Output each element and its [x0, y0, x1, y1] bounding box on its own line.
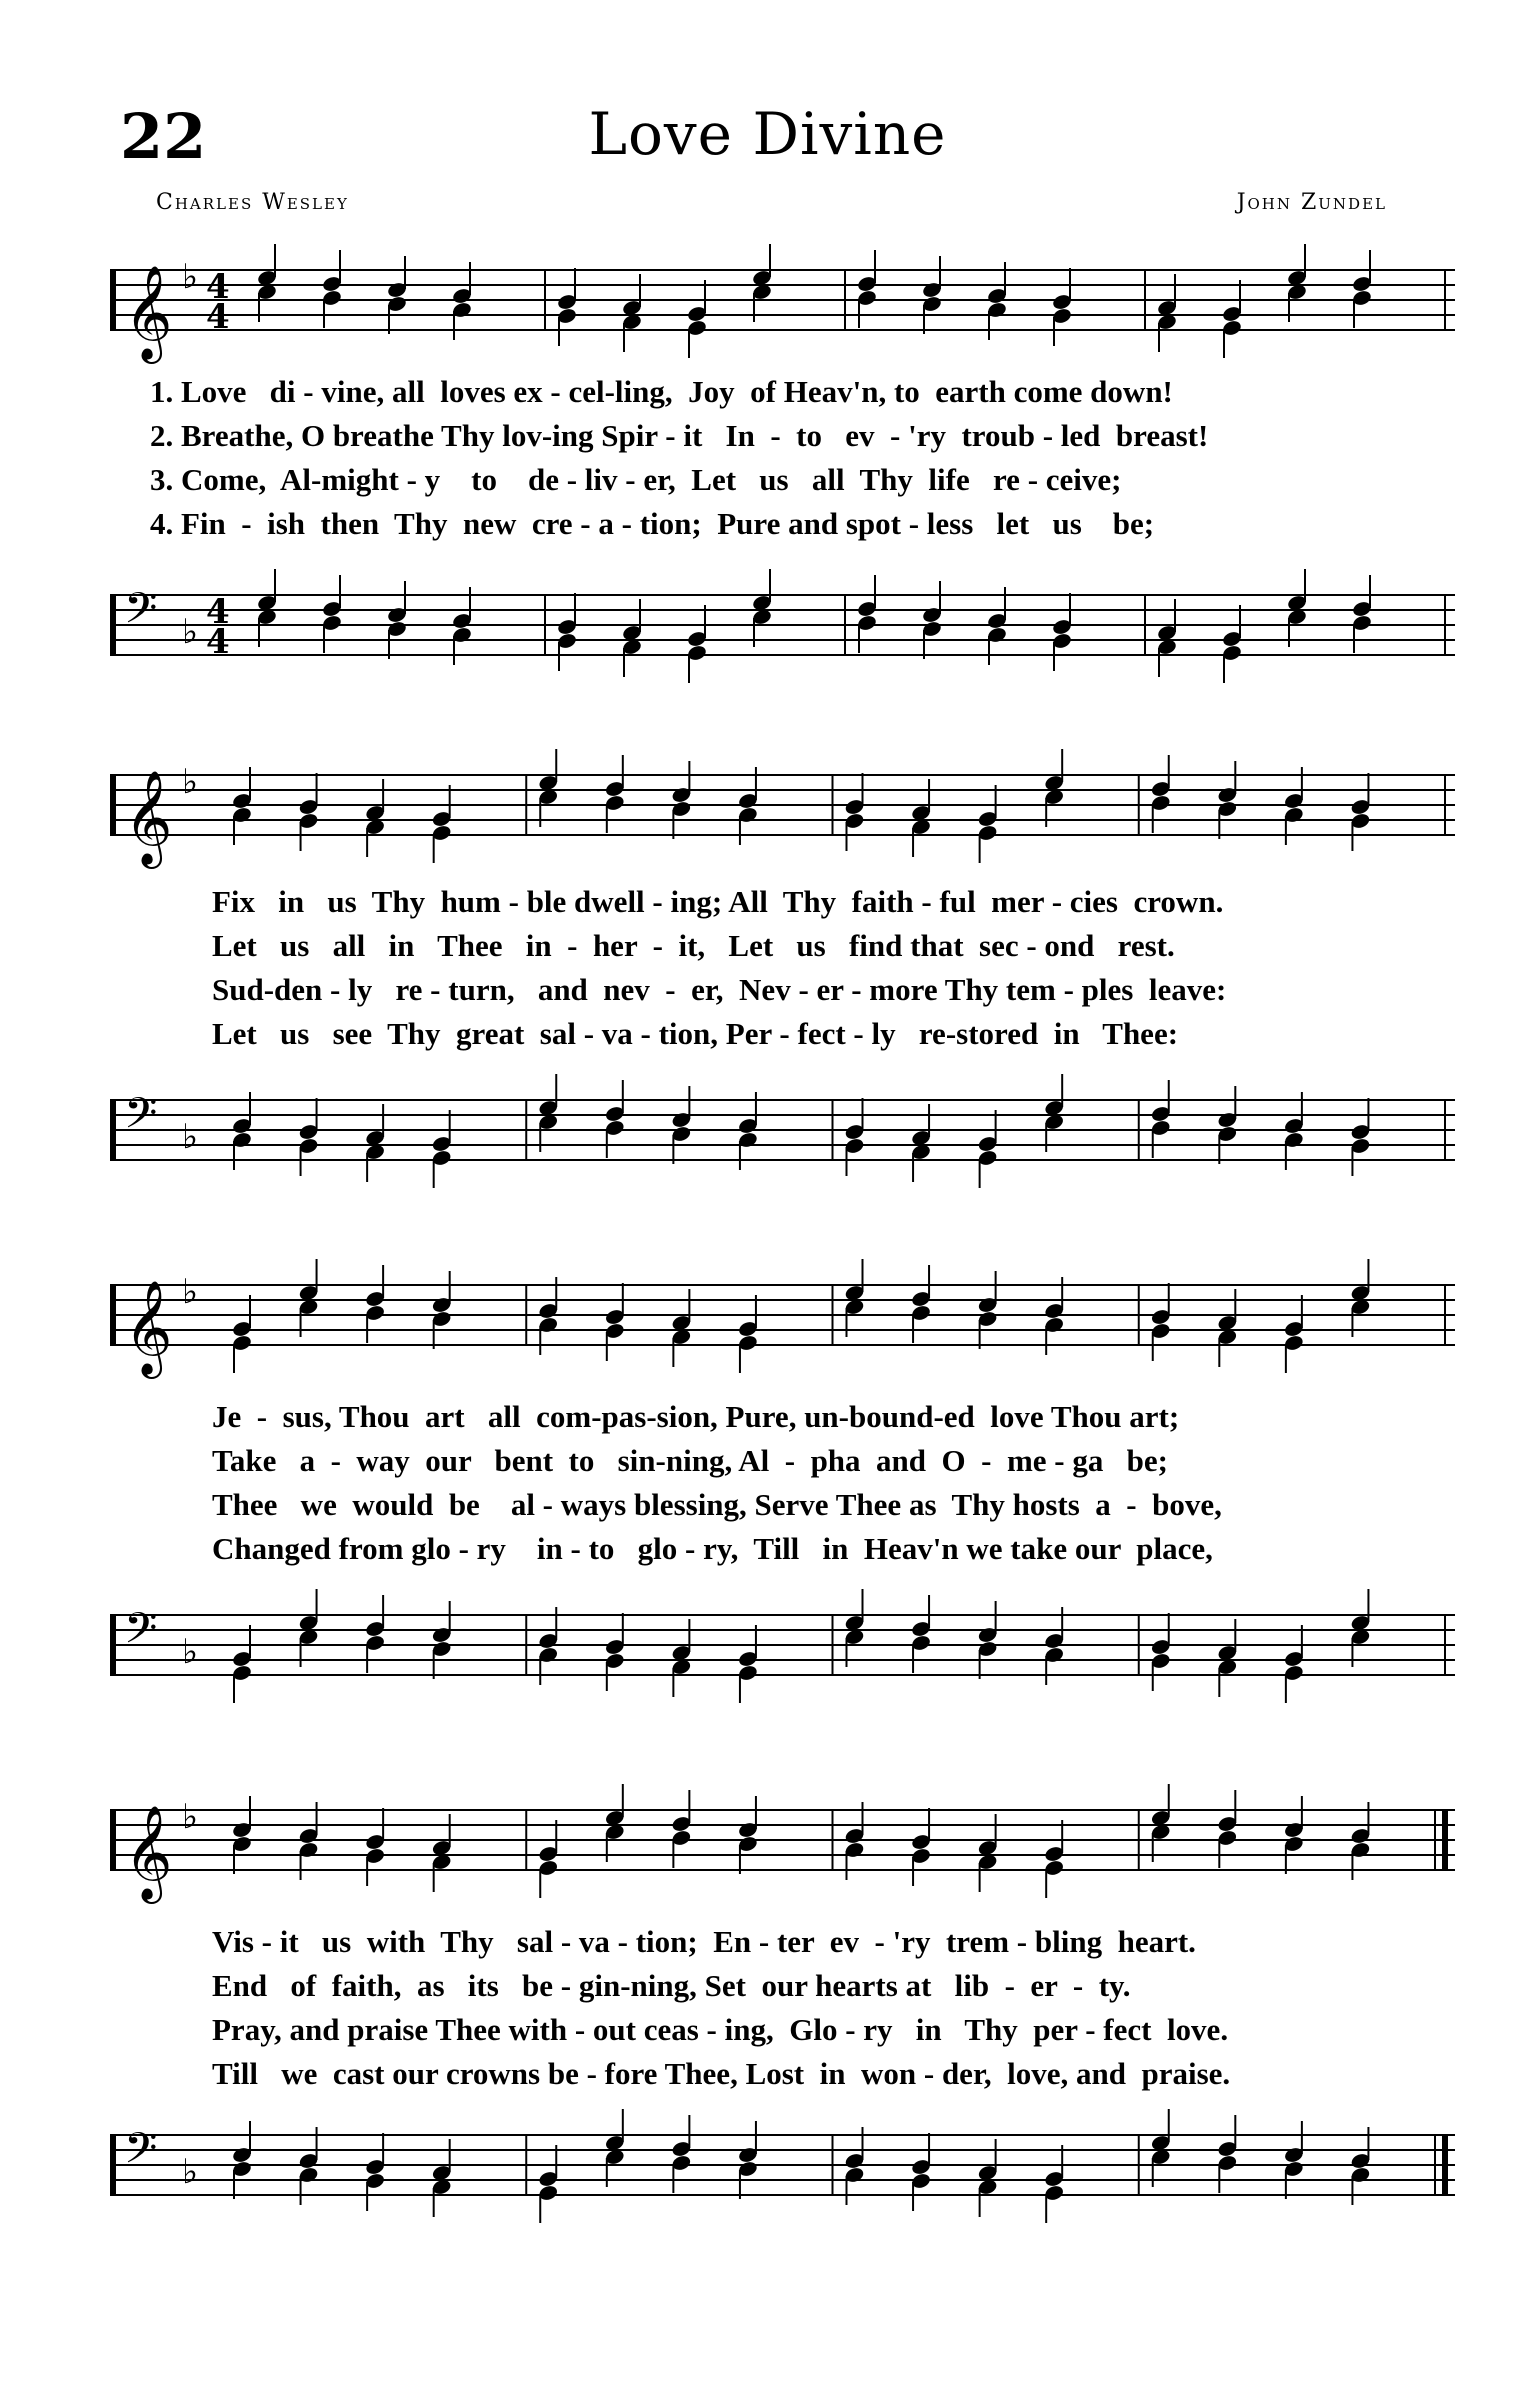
lyric-line: Till we cast our crowns be - fore Thee, Lost in won - der, love, and praise. [212, 2056, 1231, 2091]
lyric-line: Pray, and praise Thee with - out ceas - ing, Glo - ry in Thy per - fect love. [212, 2012, 1229, 2047]
treble-staff [110, 250, 1455, 360]
bass-staff [110, 575, 1455, 685]
flat-icon: ♭ [182, 1632, 199, 1672]
flat-icon: ♭ [182, 612, 199, 652]
bass-staff [110, 2115, 1455, 2225]
lyrics-block [150, 1920, 1450, 2096]
lyrics-block [150, 880, 1450, 1056]
lyric-line: Let us see Thy great sal - va - tion, Per - fect - ly re-stored in Thee: [212, 1016, 1179, 1051]
author-credit: Charles Wesley [156, 190, 349, 215]
flat-icon: ♭ [182, 1797, 199, 1837]
bass-clef-icon: 𝄢 [124, 2124, 158, 2184]
lyrics-block [150, 370, 1450, 546]
lyric-line: End of faith, as its be - gin-ning, Set our hearts at lib - er - ty. [212, 1968, 1131, 2003]
flat-icon: ♭ [182, 1117, 199, 1157]
bass-clef-icon: 𝄢 [124, 584, 158, 644]
lyric-line: 1. Love di - vine, all loves ex - cel-ling, Joy of Heav'n, to earth come down! [150, 374, 1173, 409]
lyric-line: 4. Fin - ish then Thy new cre - a - tion; Pure and spot - less let us be; [150, 506, 1155, 541]
hymn-title: Love Divine [588, 100, 947, 168]
treble-clef-icon: 𝄞 [124, 265, 173, 360]
composer-credit: John Zundel [1236, 190, 1387, 215]
treble-clef-icon: 𝄞 [124, 1280, 173, 1375]
treble-staff [110, 1265, 1455, 1375]
bass-staff [110, 1595, 1455, 1705]
time-signature: 4 [206, 592, 230, 632]
time-signature: 4 [206, 297, 230, 337]
bass-clef-icon: 𝄢 [124, 1089, 158, 1149]
lyric-line: 3. Come, Al-might - y to de - liv - er, Let us all Thy life re - ceive; [150, 462, 1122, 497]
lyric-line: Let us all in Thee in - her - it, Let us find that sec - ond rest. [212, 928, 1175, 963]
lyric-line: Fix in us Thy hum - ble dwell - ing; All Thy faith - ful mer - cies crown. [212, 884, 1224, 919]
lyric-line: Take a - way our bent to sin-ning, Al - pha and O - me - ga be; [212, 1443, 1168, 1478]
lyric-line: Vis - it us with Thy sal - va - tion; En - ter ev - 'ry trem - bling heart. [212, 1924, 1196, 1959]
bass-clef-icon: 𝄢 [124, 1604, 158, 1664]
lyric-line: Thee we would be al - ways blessing, Serve Thee as Thy hosts a - bove, [212, 1487, 1222, 1522]
flat-icon: ♭ [182, 257, 199, 297]
time-signature: 4 [206, 267, 230, 307]
treble-staff [110, 1790, 1455, 1900]
lyric-line: Sud-den - ly re - turn, and nev - er, Nev - er - more Thy tem - ples leave: [212, 972, 1227, 1007]
treble-staff [110, 755, 1455, 865]
treble-clef-icon: 𝄞 [124, 1805, 173, 1900]
flat-icon: ♭ [182, 762, 199, 802]
lyric-line: Je - sus, Thou art all com-pas-sion, Pure, un-bound-ed love Thou art; [212, 1399, 1180, 1434]
flat-icon: ♭ [182, 1272, 199, 1312]
treble-clef-icon: 𝄞 [124, 770, 173, 865]
time-signature: 4 [206, 622, 230, 662]
bass-staff [110, 1080, 1455, 1190]
lyric-line: Changed from glo - ry in - to glo - ry, Till in Heav'n we take our place, [212, 1531, 1213, 1566]
page-number: 22 [120, 100, 207, 173]
lyric-line: 2. Breathe, O breathe Thy lov-ing Spir - it In - to ev - 'ry troub - led breast! [150, 418, 1209, 453]
flat-icon: ♭ [182, 2152, 199, 2192]
lyrics-block [150, 1395, 1450, 1571]
